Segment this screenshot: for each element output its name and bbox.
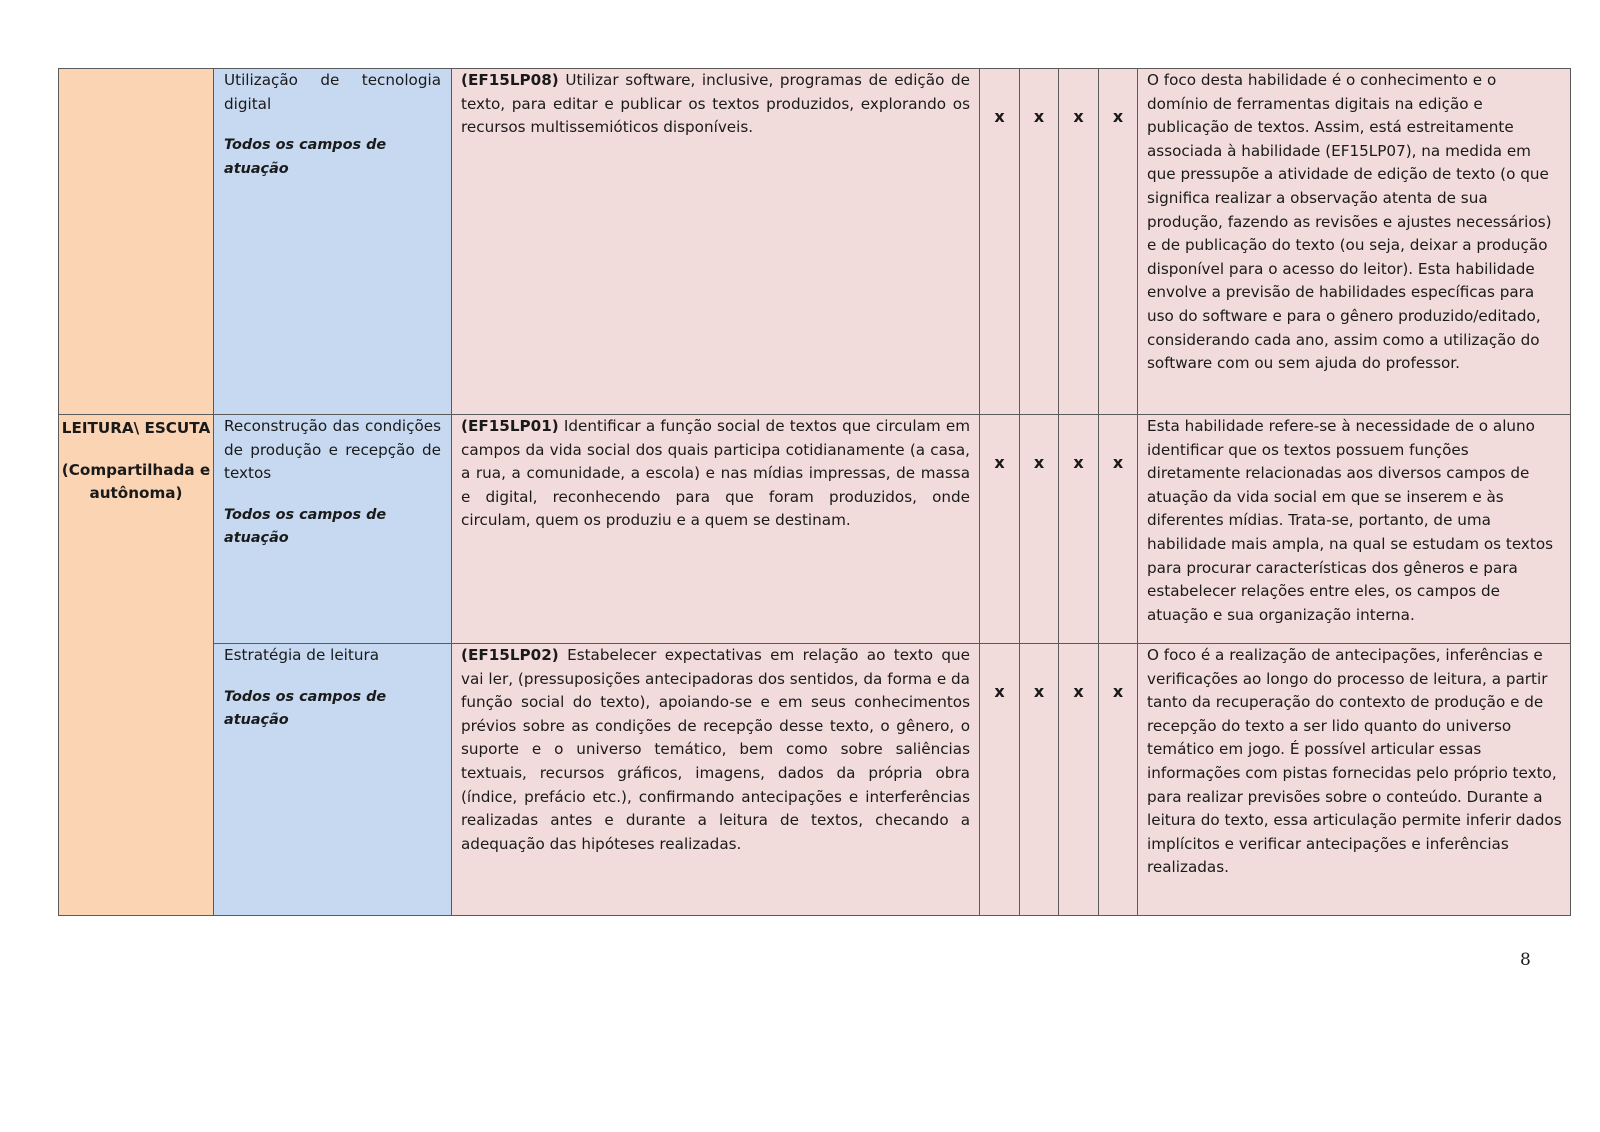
ano-3-mark-cell <box>1059 69 1099 415</box>
page-number: 8 <box>1520 950 1531 970</box>
ano-3-mark: x <box>1073 682 1084 701</box>
habilidade-code: (EF15LP01) <box>461 417 559 435</box>
objeto-text: Estratégia de leitura <box>224 646 380 664</box>
ano-4-mark: x <box>1112 453 1124 472</box>
table-row <box>59 69 1571 415</box>
habilidade-cell <box>452 415 980 644</box>
objeto-cell <box>214 415 452 644</box>
comentario-text: Esta habilidade refere-se à necessidade de o aluno identificar que os textos possuem funções diretamente relacionadas aos diversos campos de atuação da vida social em que se inserem e às diferentes mídias. Trata-se, portanto, de uma habilidade mais ampla, na qual se estudam os textos para procurar características dos gêneros e para estabelecer relações entre eles, os campos de atuação e sua organização interna. <box>1147 417 1554 624</box>
eixo-cell-empty <box>59 69 214 415</box>
table-row <box>59 644 1571 916</box>
habilidade-code: (EF15LP02) <box>461 646 559 664</box>
ano-2-mark-cell <box>1020 415 1059 644</box>
ano-1-mark: x <box>994 453 1005 472</box>
habilidade-text: Utilizar software, inclusive, programas de edição de texto, para editar e publicar os textos produzidos, explorando os recursos multissemióticos disponíveis. <box>461 71 970 137</box>
objeto-cell <box>214 644 452 916</box>
ano-3-mark-cell <box>1059 644 1099 916</box>
ano-3-mark: x <box>1073 107 1084 126</box>
ano-3-mark-cell <box>1059 415 1099 644</box>
comentario-cell <box>1138 69 1571 415</box>
habilidade-code: (EF15LP08) <box>461 71 559 89</box>
eixo-title: LEITURA\ ESCUTA <box>61 419 211 437</box>
ano-1-mark: x <box>994 682 1005 701</box>
ano-4-mark-cell <box>1099 69 1138 415</box>
habilidade-cell <box>452 644 980 916</box>
ano-2-mark: x <box>1033 453 1045 472</box>
ano-1-mark-cell <box>980 644 1020 916</box>
ano-1-mark-cell <box>980 415 1020 644</box>
ano-4-mark-cell <box>1099 644 1138 916</box>
ano-3-mark: x <box>1073 453 1084 472</box>
ano-1-mark: x <box>994 107 1005 126</box>
ano-2-mark-cell <box>1020 69 1059 415</box>
habilidade-cell <box>452 69 980 415</box>
curriculum-table <box>58 68 1571 916</box>
comentario-text: O foco é a realização de antecipações, inferências e verificações ao longo do processo de leitura, a partir tanto da recuperação do contexto de produção e de recepção do texto a ser lido quanto do universo temático em jogo. É possível articular essas informações com pistas fornecidas pelo próprio texto, para realizar previsões sobre o conteúdo. Durante a leitura do texto, essa articulação permite inferir dados implícitos e verificar antecipações e inferências realizadas. <box>1147 646 1562 877</box>
campo-atuacao-text: Todos os campos de atuação <box>224 506 387 547</box>
ano-2-mark-cell <box>1020 644 1059 916</box>
eixo-subtitle: (Compartilhada e autônoma) <box>61 460 211 503</box>
table-row <box>59 415 1571 644</box>
habilidade-text: Estabelecer expectativas em relação ao texto que vai ler, (pressuposições antecipadoras dos sentidos, da forma e da função social do texto), apoiando-se e em seus conhecimentos prévios sobre as condições de recepção desse texto, o gênero, o suporte e o universo temático, bem como sobre saliências textuais, recursos gráficos, imagens, dados da própria obra (índice, prefácio etc.), confirmando antecipações e interferências realizadas antes e durante a leitura de textos, checando a adequação das hipóteses realizadas. <box>461 646 970 853</box>
comentario-cell <box>1138 644 1571 916</box>
ano-4-mark-cell <box>1099 415 1138 644</box>
eixo-cell <box>59 415 214 916</box>
objeto-text: Reconstrução das condições de produção e recepção de textos <box>224 417 441 483</box>
habilidade-text: Identificar a função social de textos que circulam em campos da vida social dos quais participa cotidianamente (a casa, a rua, a comunidade, a escola) e nas mídias impressas, de massa e digital, reconhecendo para que foram produzidos, onde circulam, quem os produziu e a quem se destinam. <box>461 417 970 530</box>
comentario-cell <box>1138 415 1571 644</box>
comentario-text: O foco desta habilidade é o conhecimento e o domínio de ferramentas digitais na edição e publicação de textos. Assim, está estreitamente associada à habilidade (EF15LP07), na medida em que pressupõe a atividade de edição de texto (o que significa realizar a observação atenta de sua produção, fazendo as revisões e ajustes necessários) e de publicação do texto (ou seja, deixar a produção disponível para o acesso do leitor). Esta habilidade envolve a previsão de habilidades específicas para uso do software e para o gênero produzido/editado, considerando cada ano, assim como a utilização do software com ou sem ajuda do professor. <box>1147 71 1552 373</box>
campo-atuacao-text: Todos os campos de atuação <box>224 688 387 729</box>
ano-4-mark: x <box>1112 107 1124 126</box>
ano-4-mark: x <box>1112 682 1124 701</box>
ano-2-mark: x <box>1033 107 1045 126</box>
objeto-cell <box>214 69 452 415</box>
ano-1-mark-cell <box>980 69 1020 415</box>
campo-atuacao-text: Todos os campos de atuação <box>224 137 387 177</box>
objeto-text: Utilização de tecnologia digital <box>224 71 441 113</box>
ano-2-mark: x <box>1033 682 1045 701</box>
